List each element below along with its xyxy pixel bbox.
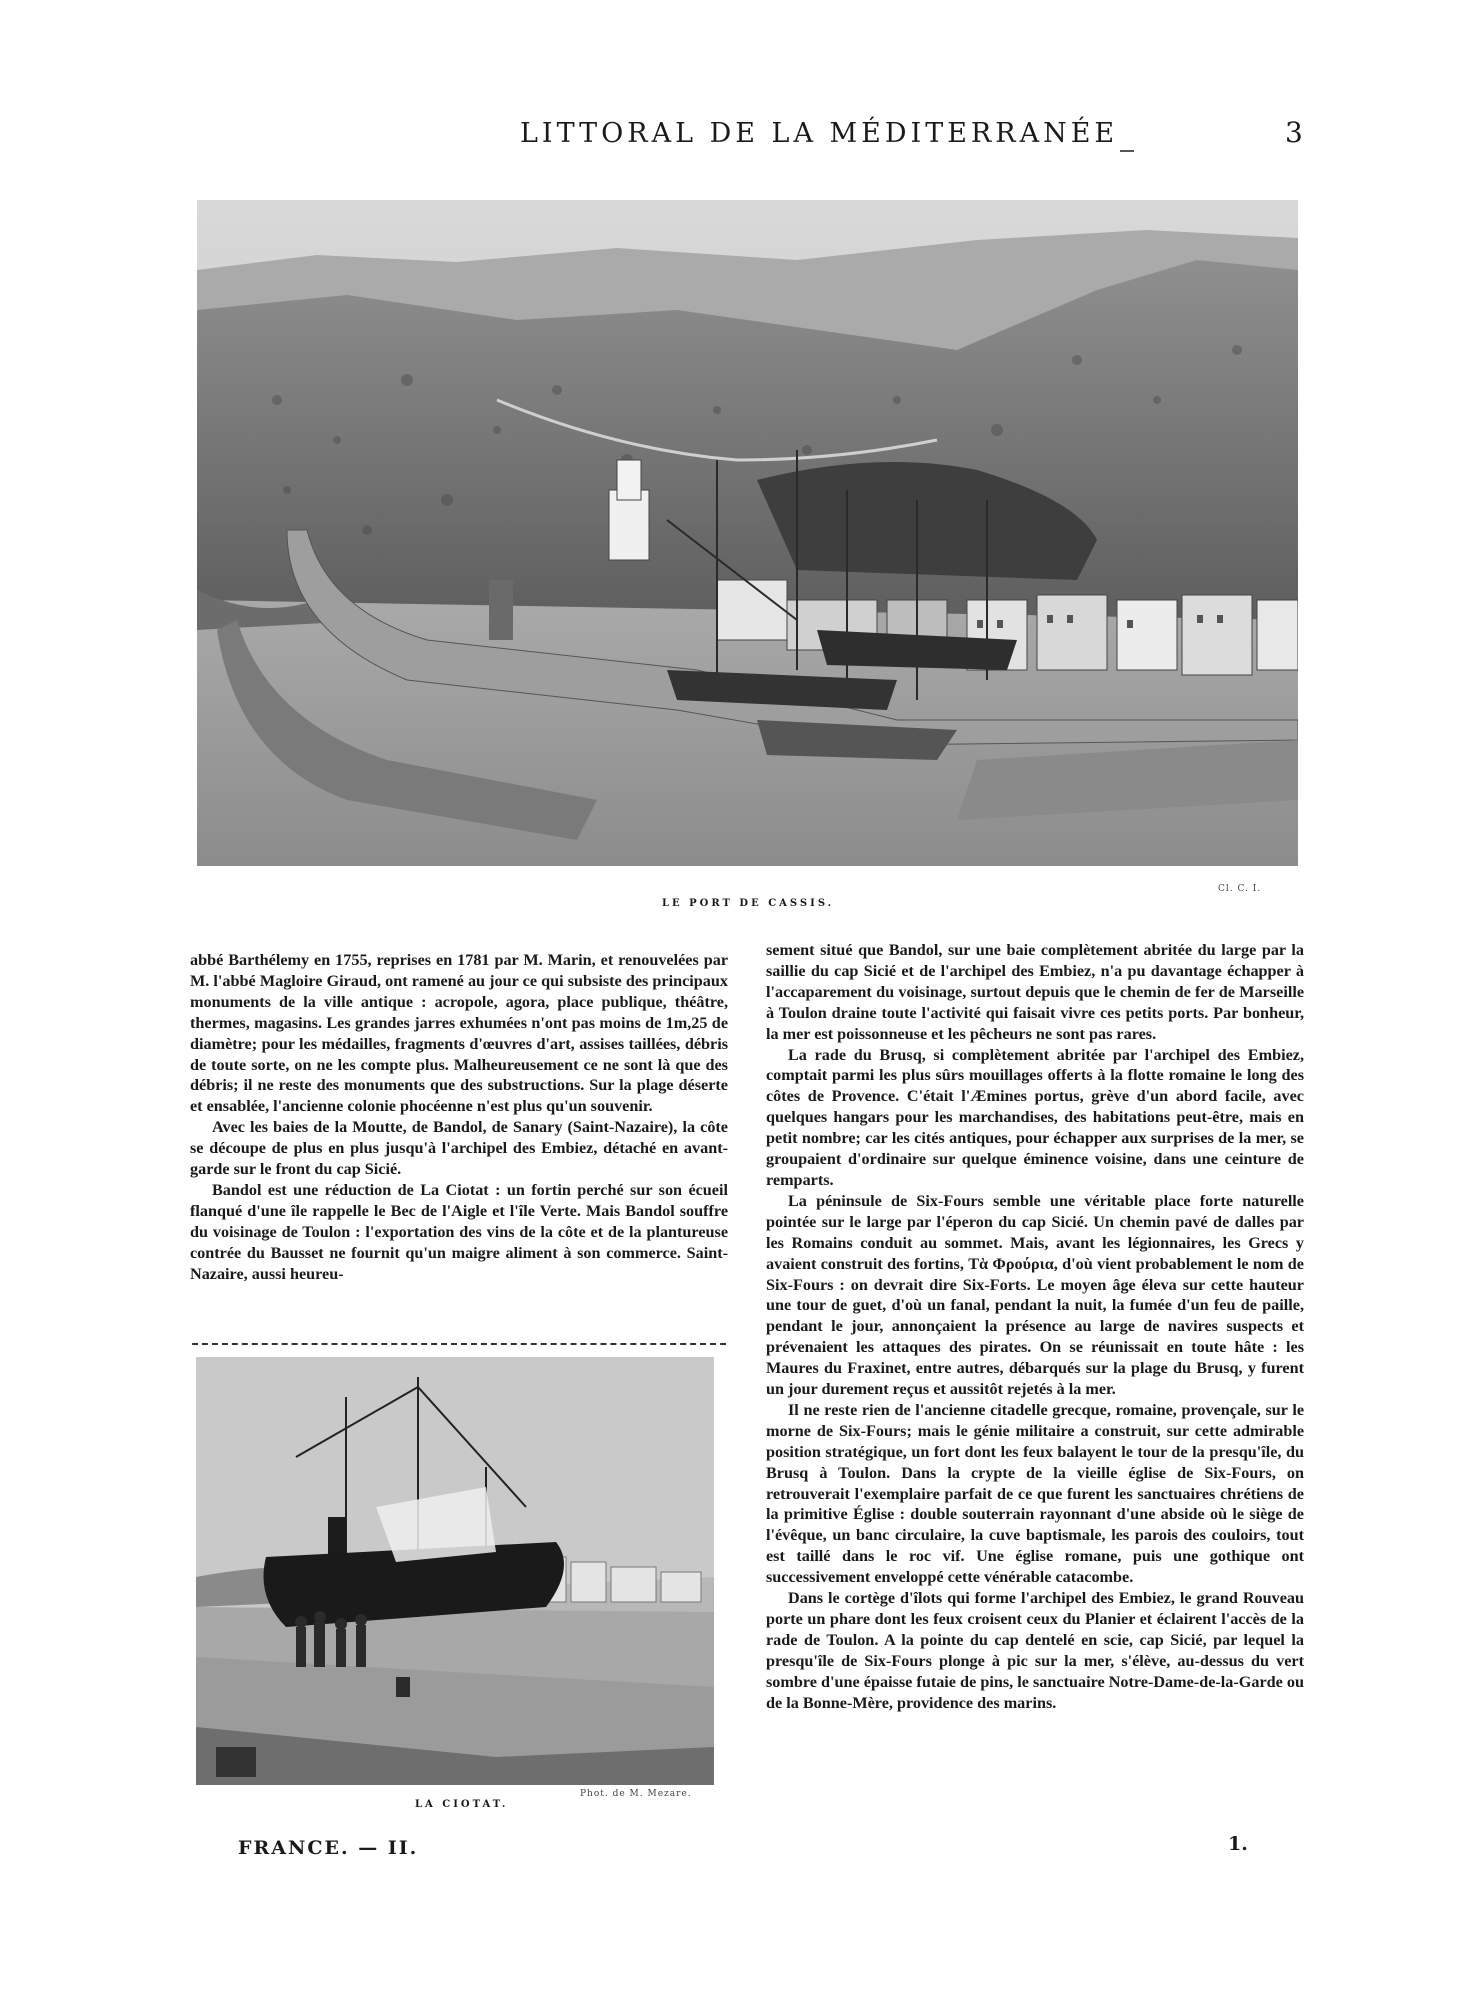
right-paragraph: Dans le cortège d'îlots qui forme l'archipel des Embiez, le grand Rouveau porte un phare dont les feux croisent ceux du Planier et éclairent l'accès de la rade de Toulon. A la pointe du cap dentelé en scie, cap Sicié, par lequel la presqu'île de Six-Fours plonge à pic sur la mer, s'élève, au-dessus du vert sombre d'une épaisse futaie de pins, le sanctuaire Notre-Dame-de-la-Garde ou de la Bonne-Mère, providence des marins. (766, 1589, 1304, 1712)
right-paragraph: La rade du Brusq, si complètement abritée par l'archipel des Embiez, comptait parmi les plus sûrs mouillages offerts à la flotte romaine le long des côtes de Provence. C'était l'Æmines portus, grève d'un abord facile, avec quelques hangars pour les marchandises, des habitations peut-être, mais en petit nombre; car les cités antiques, pour échapper aux surprises de la mer, se groupaient d'ordinaire sur quelque éminence voisine, dans une ceinture de remparts. (766, 1045, 1304, 1189)
la-ciotat-illustration (196, 1357, 714, 1785)
signature-mark: 1. (1228, 1833, 1248, 1855)
cassis-harbor-photo (197, 200, 1298, 866)
left-paragraph: Avec les baies de la Moutte, de Bandol, de Sanary (Saint-Nazaire), la côte se découpe de plus en plus jusqu'à l'archipel des Embiez, détaché en avant-garde sur le front du cap Sicié. (190, 1118, 728, 1179)
running-title: LITTORAL DE LA MÉDITERRANÉE (520, 118, 1119, 149)
cassis-harbor-illustration (197, 200, 1298, 866)
photo-rule (192, 1343, 726, 1346)
left-paragraph: abbé Barthélemy en 1755, reprises en 1781 par M. Marin, et renouvelées par M. l'abbé Magloire Giraud, ont ramené au jour ce qui subsiste des principaux monuments de la ville antique : acropole, agora, place publique, théâtre, thermes, magasins. Les grandes jarres exhumées n'ont pas moins de 1m,25 de diamètre; pour les médailles, fragments d'œuvres d'art, assises taillées, débris de toute sorte, on ne les compte plus. Malheureusement ce ne sont là que des débris; il ne reste des monuments que des substructions. Sur la plage déserte et ensablée, l'ancienne colonie phocéenne n'est plus qu'un souvenir. (190, 951, 728, 1116)
la-ciotat-credit: Phot. de M. Mezare. (580, 1789, 692, 1799)
la-ciotat-caption: LA CIOTAT. (415, 1799, 509, 1810)
right-column-text (766, 940, 1304, 1810)
right-paragraph: sement situé que Bandol, sur une baie complètement abritée du large par la saillie du cap Sicié et de l'archipel des Embiez, n'a pu davantage échapper à l'accaparement du voisinage, surtout depuis que le chemin de fer de Marseille à Toulon draine toute l'activité qui faisait vivre ces petits ports. Par bonheur, la mer est poissonneuse et les pêcheurs ne sont pas rares. (766, 941, 1304, 1043)
volume-label: FRANCE. — II. (238, 1837, 419, 1859)
right-paragraph: Il ne reste rien de l'ancienne citadelle grecque, romaine, provençale, sur le morne de Six-Fours; mais le génie militaire a construit, sur cette admirable position stratégique, un fort dont les feux balayent le tour de la presqu'île, du Brusq à Toulon. Dans la crypte de la vieille église de Six-Fours, on retrouverait l'exemplaire parfait de ce que furent les sanctuaires chrétiens de la primitive Église : double souterrain rayonnant d'une abside où le siège de l'évêque, un banc circulaire, la cuve baptismale, les parois des couloirs, tout est taillé dans le roc vif. Une église romane, puis une gothique ont successivement enveloppé cette vénérable catacombe. (766, 1400, 1304, 1587)
left-paragraph: Bandol est une réduction de La Ciotat : un fortin perché sur son écueil flanqué d'une île rappelle le Bec de l'Aigle et l'île Verte. Mais Bandol souffre du voisinage de Toulon : l'exportation des vins de la côte et de la plantureuse contrée du Bausset ne fournit qu'un maigre aliment à son commerce. Saint-Nazaire, aussi heureu- (190, 1180, 728, 1283)
la-ciotat-photo (196, 1357, 714, 1785)
right-paragraph: La péninsule de Six-Fours semble une véritable place forte naturelle pointée sur le large par l'éperon du cap Sicié. Un chemin pavé de dalles par les Romains conduit au sommet. Mais, avant les légionnaires, les Grecs y avaient construit des fortins, Τὰ Φρούρια, d'où vient probablement le nom de Six-Fours : on devrait dire Six-Forts. Le moyen âge éleva sur cette hauteur une tour de guet, d'où un fanal, pendant la nuit, la fumée d'un feu de paille, pendant le jour, annonçaient la présence au large de navires suspects et prévenaient les attaques des pirates. On se réunissait en toute hâte : les Maures du Fraxinet, entre autres, débarqués sur la plage du Brusq, y furent un jour durement reçus et aussitôt rejetés à la mer. (766, 1191, 1304, 1399)
left-column-text (190, 950, 728, 1335)
cassis-credit: Cl. C. I. (1218, 884, 1262, 894)
cassis-caption: LE PORT DE CASSIS. (662, 898, 835, 909)
page-number: 3 (1285, 116, 1303, 149)
header-dash (1120, 150, 1134, 152)
